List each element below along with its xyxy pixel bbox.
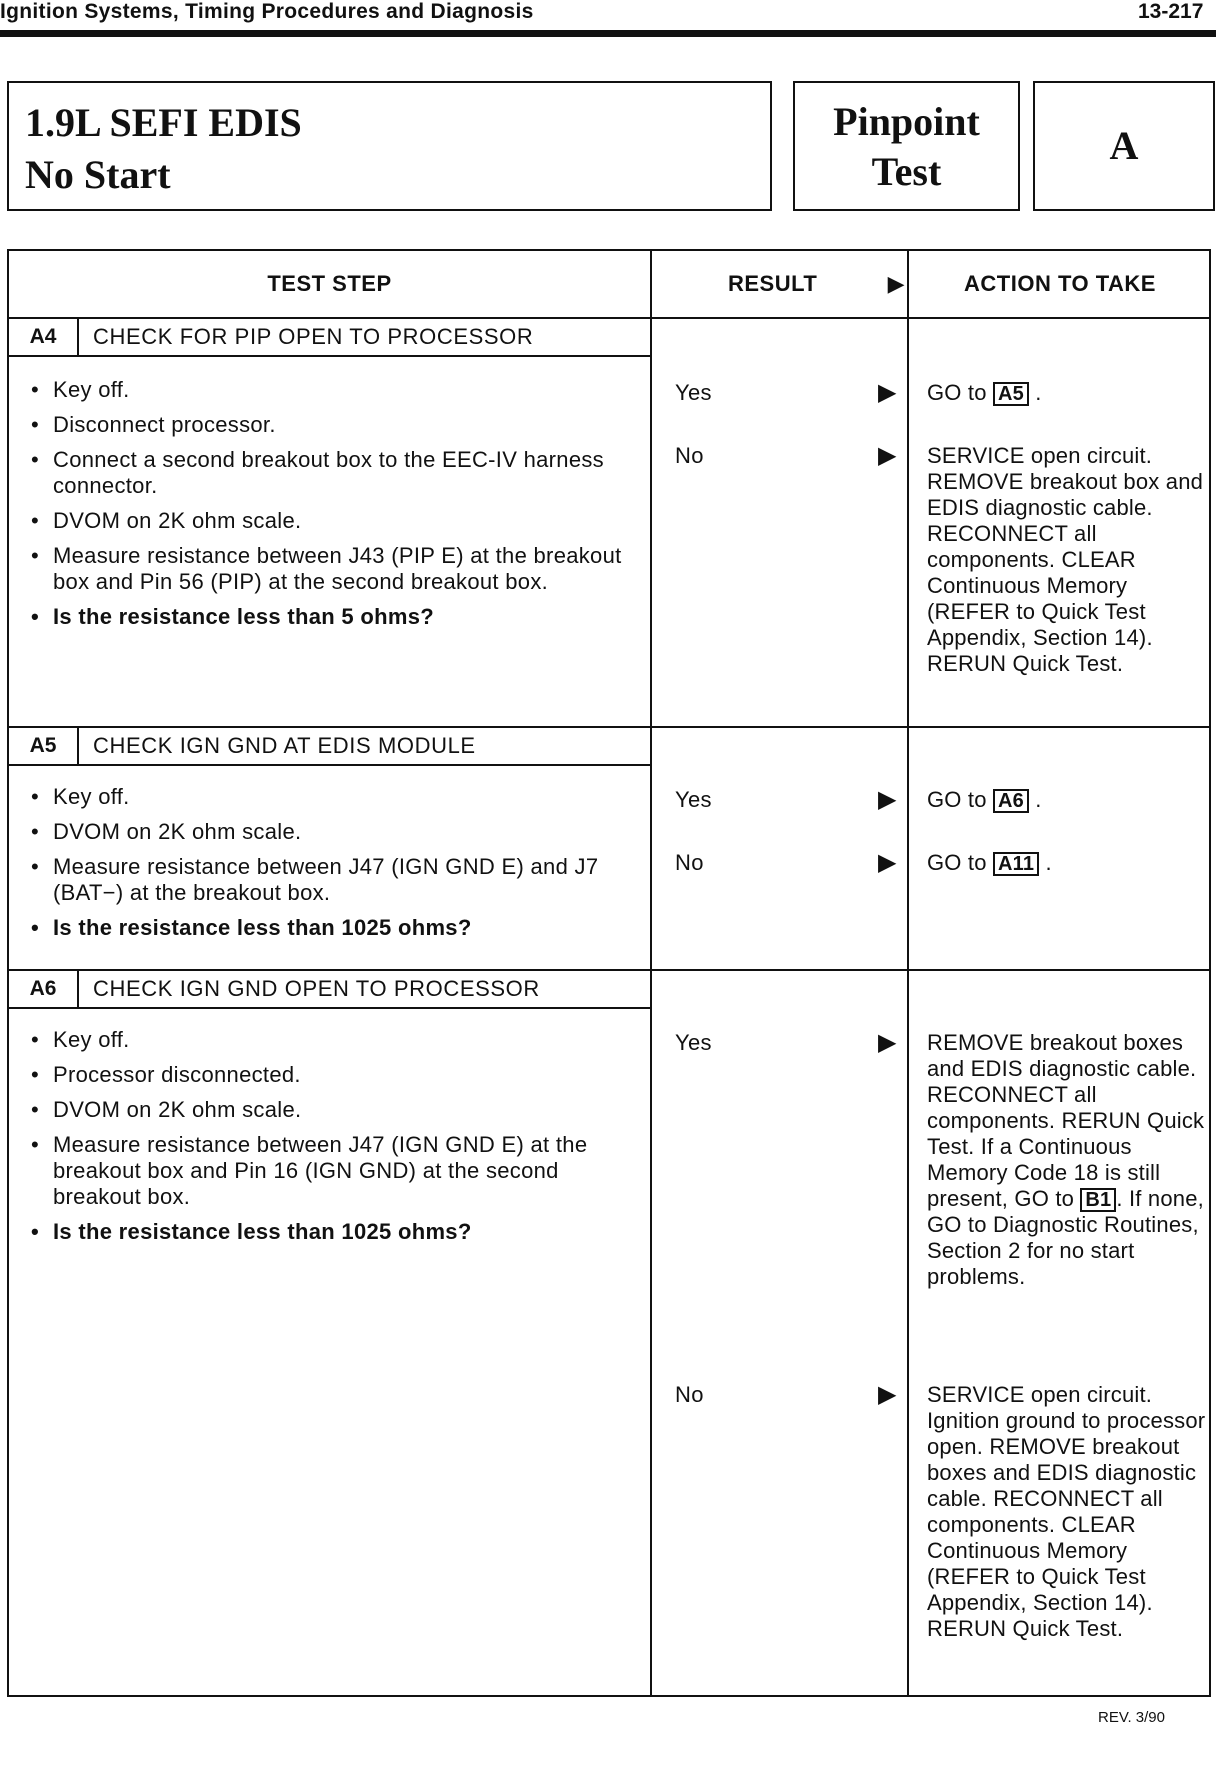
- action-text: .: [1045, 850, 1052, 875]
- arrow-icon: ▶: [878, 849, 897, 876]
- step-title: CHECK IGN GND AT EDIS MODULE: [93, 733, 476, 758]
- step-id: A5: [9, 728, 79, 764]
- running-header-title: Ignition Systems, Timing Procedures and Diagnosis: [0, 0, 534, 23]
- action-text: .: [1035, 787, 1042, 812]
- pinpoint-label-line2: Test: [871, 149, 942, 194]
- result-yes: Yes: [675, 380, 712, 405]
- action-no: [927, 850, 1212, 876]
- instruction-item: • DVOM on 2K ohm scale.: [29, 1097, 629, 1123]
- step-a6-instructions: [29, 1027, 629, 1254]
- arrow-icon: ▶: [878, 379, 897, 406]
- action-no: SERVICE open circuit. REMOVE breakout box and EDIS diagnostic cable. RECONNECT all components. CLEAR Continuous Memory (REFER to Quick Test Appendix, Section 14). RERUN Quick Test.: [927, 443, 1204, 676]
- step-title: CHECK FOR PIP OPEN TO PROCESSOR: [93, 324, 534, 349]
- page-number: 13-217: [1138, 0, 1204, 23]
- action-no: SERVICE open circuit. Ignition ground to processor open. REMOVE breakout boxes and EDIS diagnostic cable. RECONNECT all components. CLEAR Continuous Memory (REFER to Quick Test Appendix, Section 14). RERUN Quick Test.: [927, 1382, 1206, 1641]
- action-text: .: [1035, 380, 1042, 405]
- instruction-question: • Is the resistance less than 1025 ohms?: [29, 915, 629, 941]
- test-letter: A: [1109, 123, 1139, 168]
- procedure-title-line1: 1.9L SEFI EDIS: [25, 100, 302, 145]
- header-rule: [0, 30, 1216, 37]
- instruction-item: • DVOM on 2K ohm scale.: [29, 508, 629, 534]
- procedure-title-box: [7, 81, 772, 211]
- step-a5-instructions: [29, 784, 629, 950]
- action-yes: [927, 380, 1212, 406]
- pinpoint-test-table: [7, 249, 1211, 1697]
- column-header-test-step: TEST STEP: [267, 271, 392, 296]
- instruction-item: • DVOM on 2K ohm scale.: [29, 819, 629, 845]
- step-id: A4: [9, 319, 79, 355]
- instruction-item: • Key off.: [29, 377, 629, 403]
- step-reference: A6: [993, 789, 1029, 813]
- arrow-icon: ▶: [878, 1381, 897, 1408]
- arrow-icon: ▶: [878, 442, 897, 469]
- instruction-question: • Is the resistance less than 5 ohms?: [29, 604, 629, 630]
- revision-note: REV. 3/90: [1098, 1709, 1165, 1726]
- column-divider-result: [650, 251, 652, 1695]
- instruction-item: • Disconnect processor.: [29, 412, 629, 438]
- step-reference: A5: [993, 382, 1029, 406]
- instruction-item: • Key off.: [29, 784, 629, 810]
- step-id: A6: [9, 971, 79, 1007]
- instruction-item: • Processor disconnected.: [29, 1062, 629, 1088]
- action-text: GO to: [927, 787, 987, 812]
- column-header-result: [652, 251, 907, 317]
- procedure-title-line2: No Start: [25, 152, 171, 197]
- pinpoint-label-line1: Pinpoint: [833, 99, 980, 144]
- step-reference: A11: [993, 852, 1039, 876]
- action-text: . If none, GO to Diagnostic Routines, Section 2 for no start problems.: [927, 1186, 1204, 1289]
- instruction-item: • Measure resistance between J43 (PIP E) at the breakout box and Pin 56 (PIP) at the second breakout box.: [29, 543, 629, 595]
- step-header-a6: [9, 971, 650, 1009]
- instruction-item: • Connect a second breakout box to the EEC-IV harness connector.: [29, 447, 629, 499]
- action-yes: [927, 1030, 1212, 1290]
- column-header-action: ACTION TO TAKE: [964, 271, 1156, 296]
- instruction-item: • Key off.: [29, 1027, 629, 1053]
- instruction-item: • Measure resistance between J47 (IGN GND E) at the breakout box and Pin 16 (IGN GND) at the second breakout box.: [29, 1132, 629, 1210]
- action-text: GO to: [927, 380, 987, 405]
- arrow-icon: ▶: [878, 1029, 897, 1056]
- column-divider-action: [907, 251, 909, 1695]
- result-no: No: [675, 850, 704, 875]
- result-yes: Yes: [675, 1030, 712, 1055]
- column-header-result-label: RESULT: [728, 271, 818, 296]
- test-letter-box: [1033, 81, 1215, 211]
- arrow-icon: ▶: [878, 786, 897, 813]
- action-yes: [927, 787, 1212, 813]
- step-title: CHECK IGN GND OPEN TO PROCESSOR: [93, 976, 540, 1001]
- arrow-icon: ▶: [887, 271, 905, 296]
- step-reference: B1: [1080, 1188, 1116, 1212]
- instruction-question: • Is the resistance less than 1025 ohms?: [29, 1219, 629, 1245]
- result-yes: Yes: [675, 787, 712, 812]
- result-no: No: [675, 1382, 704, 1407]
- instruction-item: • Measure resistance between J47 (IGN GND E) and J7 (BAT−) at the breakout box.: [29, 854, 629, 906]
- pinpoint-test-box: [793, 81, 1020, 211]
- step-a4-instructions: [29, 377, 629, 639]
- step-header-a5: [9, 728, 650, 766]
- action-text: GO to: [927, 850, 987, 875]
- step-header-a4: [9, 319, 650, 357]
- result-no: No: [675, 443, 704, 468]
- action-text: REMOVE breakout boxes and EDIS diagnostic cable. RECONNECT all components. RERUN Quick Test. If a Continuous Memory Code 18 is still present, GO to: [927, 1030, 1205, 1211]
